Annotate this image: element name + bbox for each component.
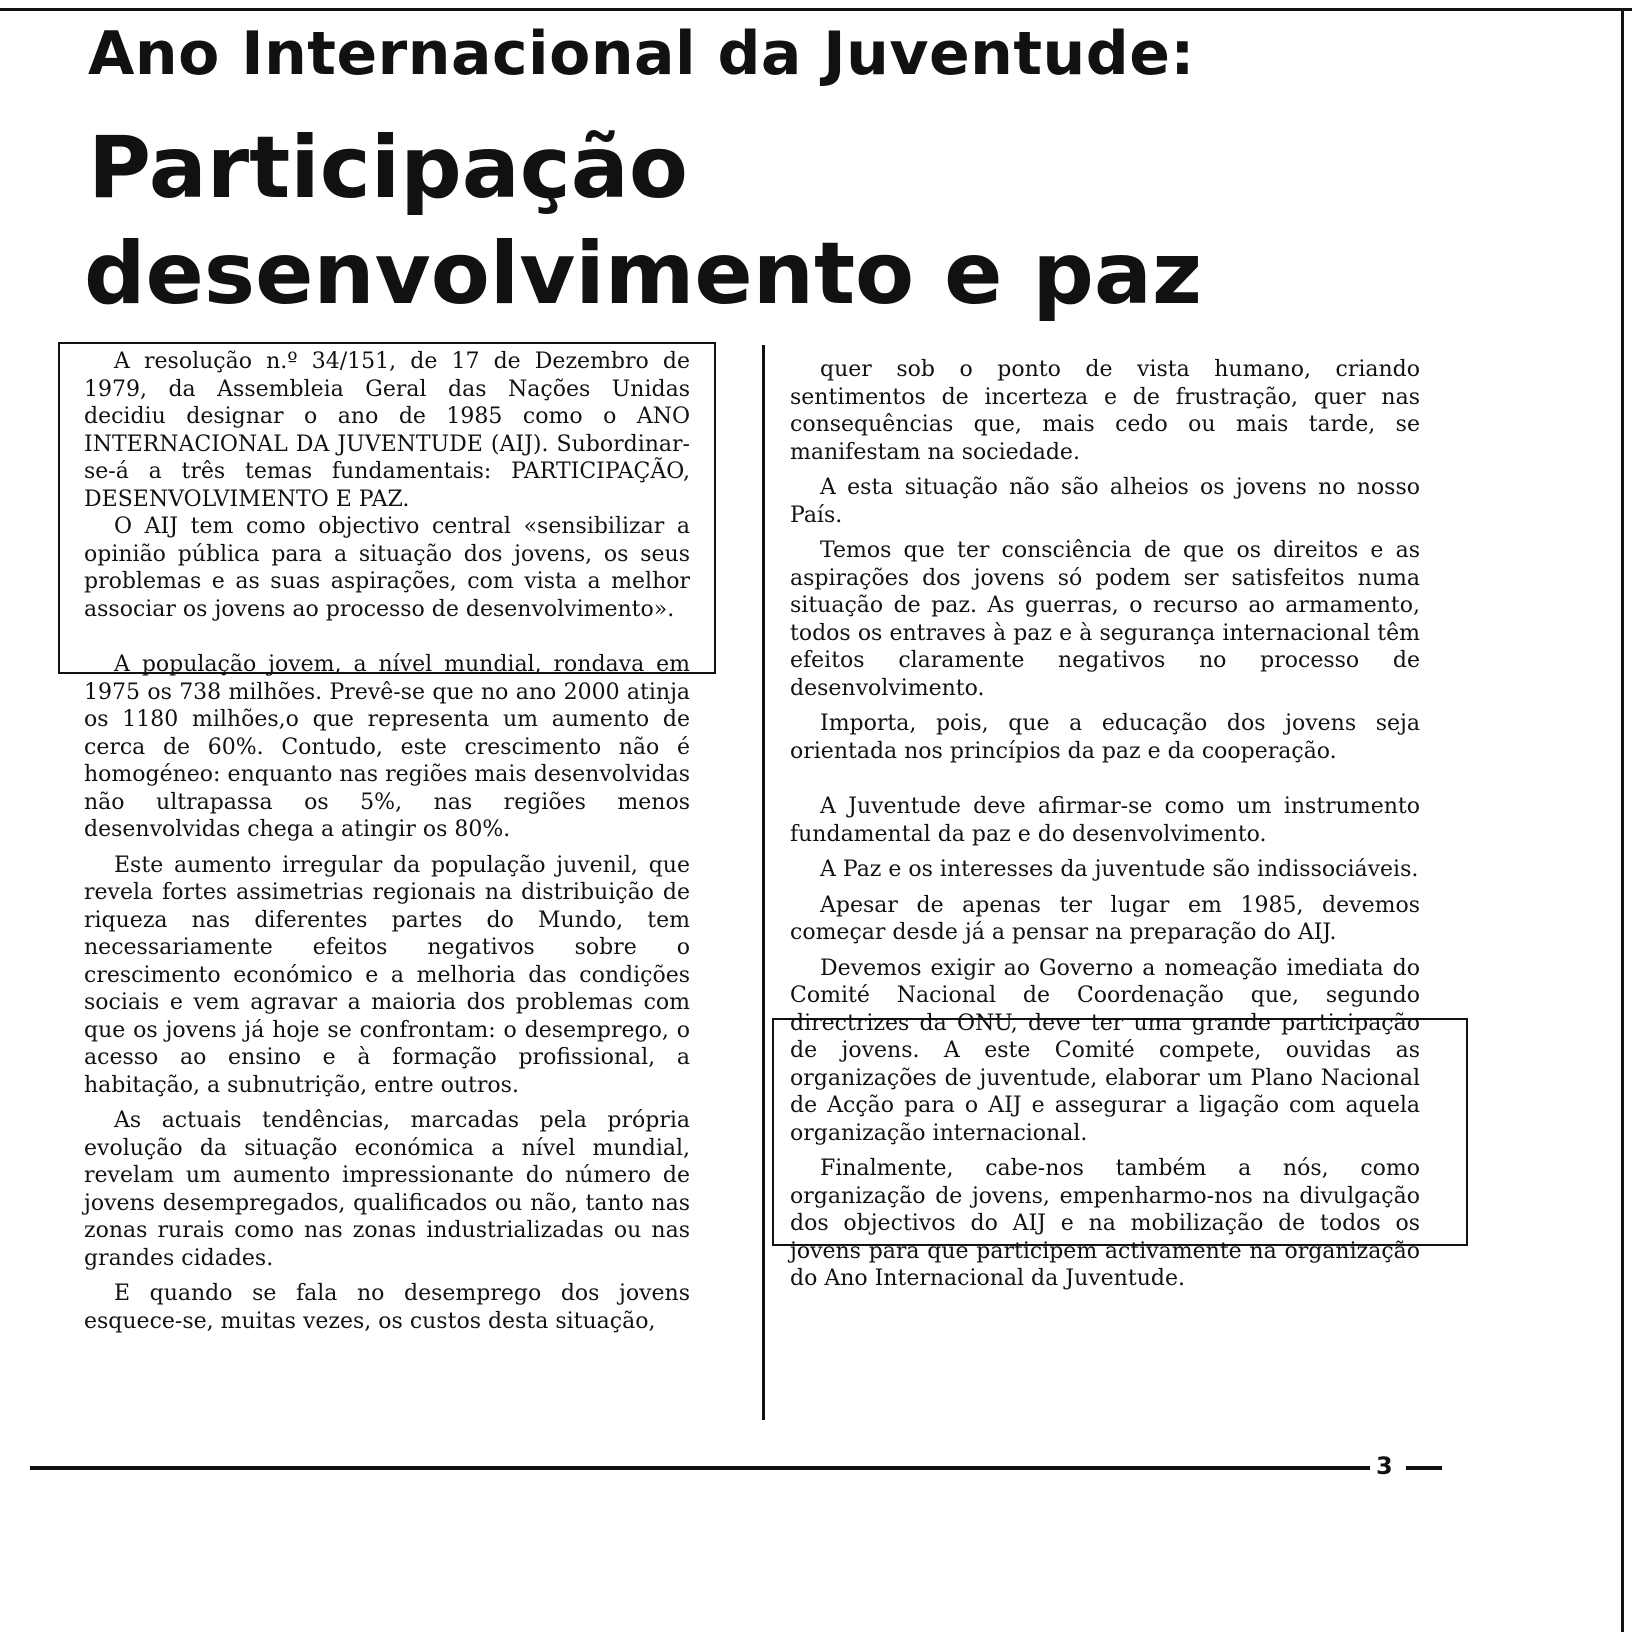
paragraph: O AIJ tem como objectivo central «sensibilizar a opinião pública para a situação dos jovens, os seus problemas e as suas aspirações, com vista a melhor associar os jovens ao processo de desenvolvimento». [84,514,690,622]
paragraph: A população jovem, a nível mundial, rondava em 1975 os 738 milhões. Prevê-se que no ano 2000 atinja os 1180 milhões,o que representa um aumento de cerca de 60%. Contudo, este crescimento não é homogéneo: enquanto nas regiões mais desenvolvidas não ultrapassa os 5%, nas regiões menos desenvolvidas chega a atingir os 80%. [84,652,690,842]
article-column-left [84,348,690,1335]
paragraph: Apesar de apenas ter lugar em 1985, devemos começar desde já a pensar na preparação do AIJ. [790,892,1420,945]
headline-title-line-1: Participação [88,118,688,218]
paragraph: A resolução n.º 34/151, de 17 de Dezembro de 1979, da Assembleia Geral das Nações Unidas decidiu designar o ano de 1985 como o ANO INTERNACIONAL DA JUVENTUDE (AIJ). Subordinar-se-á a três temas fundamentais: PARTICIPAÇÃO, DESENVOLVIMENTO E PAZ. [84,349,690,512]
column-divider [762,345,765,1420]
footer-rule [30,1466,1370,1470]
paragraph: Finalmente, cabe-nos também a nós, como organização de jovens, empenharmo-nos na divulgação dos objectivos do AIJ e na mobilização de todos os jovens para que participem activamente na organização do Ano Internacional da Juventude. [790,1156,1420,1291]
page-number: 3 [1376,1452,1393,1480]
headline-title-line-2: desenvolvimento e paz [84,224,1202,324]
paragraph: Este aumento irregular da população juvenil, que revela fortes assimetrias regionais na distribuição de riqueza nas diferentes partes do Mundo, tem necessariamente efeitos negativos sobre o crescimento económico e a melhoria das condições sociais e vem agravar a maioria dos problemas com que os jovens já hoje se confrontam: o desemprego, o acesso ao ensino e à formação profissional, a habitação, a subnutrição, entre outros. [84,852,690,1098]
paragraph: A Paz e os interesses da juventude são indissociáveis. [820,857,1419,882]
paragraph: Devemos exigir ao Governo a nomeação imediata do Comité Nacional de Coordenação que, segundo directrizes da ONU, deve ter uma grande participação de jovens. A este Comité compete, ouvidas as organizações de juventude, elaborar um Plano Nacional de Acção para o AIJ e assegurar a ligação com aquela organização internacional. [790,955,1420,1146]
paragraph: E quando se fala no desemprego dos jovens esquece-se, muitas vezes, os custos desta situação, [84,1281,690,1334]
page-border-top [0,8,1632,11]
paragraph: quer sob o ponto de vista humano, criando sentimentos de incerteza e de frustração, quer nas consequências que, mais cedo ou mais tarde, se manifestam na sociedade. [790,357,1420,465]
headline-kicker: Ano Internacional da Juventude: [88,19,1195,89]
paragraph: Temos que ter consciência de que os direitos e as aspirações dos jovens só podem ser satisfeitos numa situação de paz. As guerras, o recurso ao armamento, todos os entraves à paz e à segurança internacional têm efeitos claramente negativos no processo de desenvolvimento. [790,538,1420,701]
paragraph: A esta situação não são alheios os jovens no nosso País. [790,475,1420,528]
article-column-right [790,356,1420,1293]
paragraph: Importa, pois, que a educação dos jovens seja orientada nos princípios da paz e da cooperação. [790,711,1420,764]
paragraph: A Juventude deve afirmar-se como um instrumento fundamental da paz e do desenvolvimento. [790,794,1420,847]
page-border-right [1621,8,1624,1632]
paragraph: As actuais tendências, marcadas pela própria evolução da situação económica a nível mundial, revelam um aumento impressionante do número de jovens desempregados, qualificados ou não, tanto nas zonas rurais como nas zonas industrializadas ou nas grandes cidades. [84,1108,690,1271]
page-number-dash [1406,1466,1442,1470]
